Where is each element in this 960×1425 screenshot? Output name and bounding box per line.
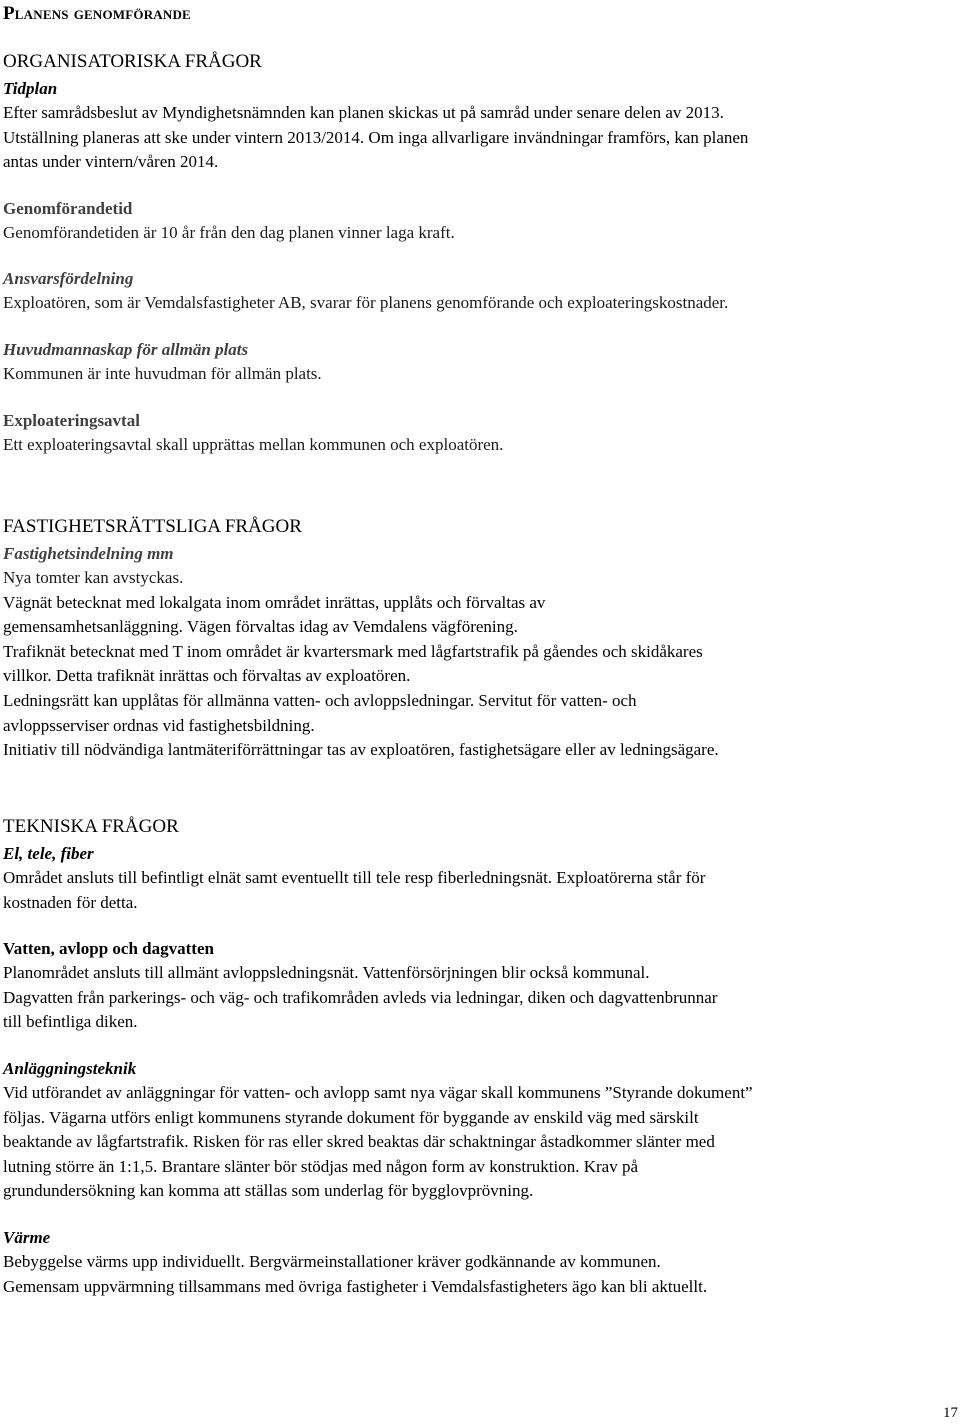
section-tekniska: [3, 815, 948, 1299]
paragraph-line: lutning större än 1:1,5. Brantare slänter bör stödjas med någon form av konstruktion. Krav på: [3, 1156, 638, 1176]
section-heading: TEKNISKA FRÅGOR: [3, 816, 179, 837]
section-heading: ORGANISATORISKA FRÅGOR: [3, 51, 262, 72]
subsection-heading: Exploateringsavtal: [3, 410, 140, 430]
paragraph-line: Området ansluts till befintligt elnät samt eventuellt till tele resp fiberledningsnät. Exploatörerna står för: [3, 868, 706, 887]
paragraph-line: Dagvatten från parkerings- och väg- och trafikområden avleds via ledningar, diken och dagvattenbrunnar: [3, 987, 718, 1007]
paragraph-line: Kommunen är inte huvudman för allmän plats.: [3, 363, 322, 383]
paragraph-line: Gemensam uppvärmning tillsammans med övriga fastigheter i Vemdalsfastigheters ägo kan bli aktuellt.: [3, 1276, 708, 1296]
subsection-heading: Värme: [3, 1227, 51, 1247]
subsection-heading: Vatten, avlopp och dagvatten: [3, 939, 214, 959]
paragraph-line: Bebyggelse värms upp individuellt. Bergvärmeinstallationer kräver godkännande av kommunen.: [3, 1251, 661, 1271]
subsection-el-tele-fiber: [3, 842, 948, 915]
section-organisatoriska: [3, 50, 948, 457]
paragraph-line: avloppsserviser ordnas vid fastighetsbildning.: [3, 715, 315, 735]
document-title: Planens genomförande: [3, 3, 191, 24]
paragraph-line: Initiativ till nödvändiga lantmäteriförrättningar tas av exploatören, fastighetsägare eller av ledningsägare.: [3, 740, 719, 760]
subsection-exploateringsavtal: [3, 409, 948, 458]
paragraph-line: Efter samrådsbeslut av Myndighetsnämnden kan planen skickas ut på samråd under senare delen av 2013.: [3, 103, 724, 122]
paragraph-line: Ett exploateringsavtal skall upprättas mellan kommunen och exploatören.: [3, 434, 504, 454]
subsection-heading: Tidplan: [3, 79, 58, 98]
paragraph-line: Vid utförandet av anläggningar för vatten- och avlopp samt nya vägar skall kommunens ”Styrande dokument”: [3, 1082, 753, 1102]
paragraph-line: Nya tomter kan avstyckas.: [3, 568, 184, 587]
subsection-heading: Genomförandetid: [3, 198, 133, 218]
paragraph-line: antas under vintern/våren 2014.: [3, 152, 219, 172]
paragraph-line: Genomförandetiden är 10 år från den dag planen vinner laga kraft.: [3, 222, 455, 242]
subsection-anlaggningsteknik: [3, 1057, 948, 1204]
paragraph-line: följas. Vägarna utförs enligt kommunens styrande dokument för byggande av enskild väg med särskilt: [3, 1107, 699, 1127]
paragraph-line: gemensamhetsanläggning. Vägen förvaltas idag av Vemdalens vägförening.: [3, 617, 518, 637]
subsection-fastighetsindelning: [3, 542, 948, 763]
paragraph-line: Ledningsrätt kan upplåtas för allmänna vatten- och avloppsledningar. Servitut för vatten- och: [3, 690, 637, 710]
section-fastighetsrattsliga: [3, 515, 948, 763]
subsection-tidplan: [3, 77, 948, 175]
subsection-varme: [3, 1226, 948, 1299]
subsection-heading: Anläggningsteknik: [3, 1058, 137, 1078]
paragraph-line: villkor. Detta trafiknät inrättas och förvaltas av exploatören.: [3, 666, 411, 686]
subsection-heading: El, tele, fiber: [3, 844, 94, 863]
subsection-ansvarsfordelning: [3, 267, 948, 316]
subsection-vatten-avlopp: [3, 937, 948, 1035]
subsection-huvudmannaskap: [3, 338, 948, 387]
paragraph-line: Exploatören, som är Vemdalsfastigheter AB, svarar för planens genomförande och exploateringskostnader.: [3, 293, 729, 313]
subsection-heading: Fastighetsindelning mm: [3, 544, 174, 563]
subsection-heading: Huvudmannaskap för allmän plats: [3, 339, 249, 359]
paragraph-line: beaktande av lågfartstrafik. Risken för ras eller skred beaktas där schaktningar åstadkommer slänter med: [3, 1132, 715, 1152]
paragraph-line: kostnaden för detta.: [3, 892, 138, 912]
paragraph-line: Trafiknät betecknat med T inom området är kvartersmark med lågfartstrafik på gåendes och skidåkares: [3, 641, 703, 661]
section-heading: FASTIGHETSRÄTTSLIGA FRÅGOR: [3, 516, 302, 537]
paragraph-line: Planområdet ansluts till allmänt avloppsledningsnät. Vattenförsörjningen blir också kommunal.: [3, 963, 650, 983]
paragraph-line: till befintliga diken.: [3, 1012, 138, 1032]
page-number: 17: [943, 1405, 958, 1421]
paragraph-line: Vägnät betecknat med lokalgata inom området inrättas, upplåts och förvaltas av: [3, 592, 546, 612]
paragraph-line: grundundersökning kan komma att ställas som underlag för bygglovprövning.: [3, 1181, 534, 1201]
subsection-genomforandetid: [3, 197, 948, 246]
paragraph-line: Utställning planeras att ske under vintern 2013/2014. Om inga allvarligare invändningar framförs, kan planen: [3, 127, 749, 147]
subsection-heading: Ansvarsfördelning: [3, 269, 134, 289]
